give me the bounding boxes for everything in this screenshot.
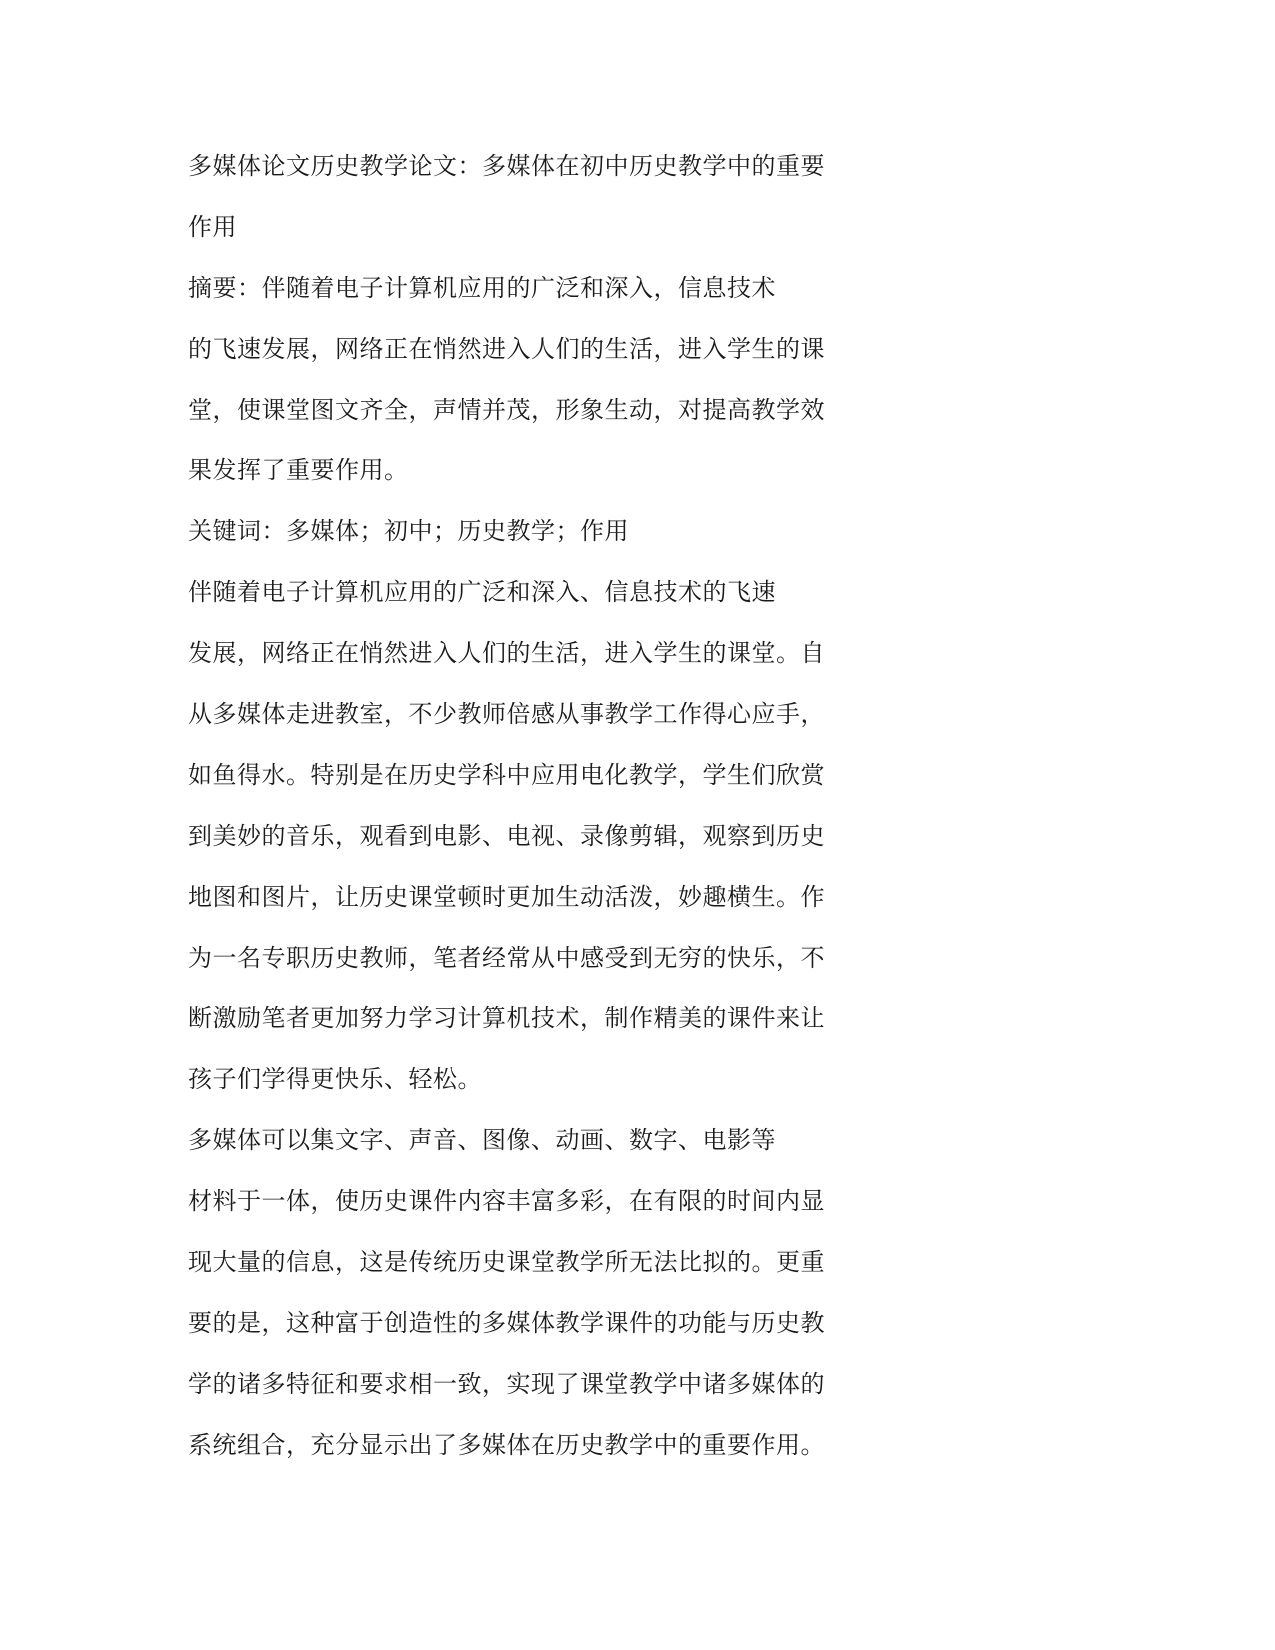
- paragraph-1-line-4: 如鱼得水。特别是在历史学科中应用电化教学，学生们欣赏: [188, 760, 825, 789]
- paragraph-1-line-3: 从多媒体走进教室，不少教师倍感从事教学工作得心应手，: [188, 700, 825, 729]
- paragraph-2-line-4: 要的是，这种富于创造性的多媒体教学课件的功能与历史教: [188, 1308, 825, 1337]
- abstract-line-4: 果发挥了重要作用。: [188, 456, 409, 485]
- paragraph-1-line-9: 孩子们学得更快乐、轻松。: [188, 1065, 482, 1094]
- paragraph-1-line-2: 发展，网络正在悄然进入人们的生活，进入学生的课堂。自: [188, 639, 825, 668]
- paragraph-2-line-6: 系统组合，充分显示出了多媒体在历史教学中的重要作用。: [188, 1430, 825, 1459]
- abstract-line-3: 堂，使课堂图文齐全，声情并茂，形象生动，对提高教学效: [188, 395, 825, 424]
- paragraph-1-line-8: 断激励笔者更加努力学习计算机技术，制作精美的课件来让: [188, 1004, 825, 1033]
- paragraph-1-line-6: 地图和图片，让历史课堂顿时更加生动活泼，妙趣横生。作: [188, 882, 825, 911]
- title-line-2: 作用: [188, 212, 237, 241]
- title-line-1: 多媒体论文历史教学论文：多媒体在初中历史教学中的重要: [188, 152, 825, 180]
- paragraph-1-line-5: 到美妙的音乐，观看到电影、电视、录像剪辑，观察到历史: [188, 821, 825, 850]
- paragraph-2-line-5: 学的诸多特征和要求相一致，实现了课堂教学中诸多媒体的: [188, 1369, 825, 1398]
- abstract-line-1: 摘要：伴随着电子计算机应用的广泛和深入，信息技术: [188, 273, 776, 302]
- paragraph-2-line-3: 现大量的信息，这是传统历史课堂教学所无法比拟的。更重: [188, 1248, 825, 1277]
- keywords-line: 关键词：多媒体；初中；历史教学；作用: [188, 517, 629, 546]
- paragraph-1-line-1: 伴随着电子计算机应用的广泛和深入、信息技术的飞速: [188, 578, 776, 607]
- document-body: [188, 136, 848, 1476]
- paragraph-2-line-1: 多媒体可以集文字、声音、图像、动画、数字、电影等: [188, 1126, 776, 1155]
- paragraph-1-line-7: 为一名专职历史教师，笔者经常从中感受到无穷的快乐，不: [188, 943, 825, 972]
- paragraph-2-line-2: 材料于一体，使历史课件内容丰富多彩，在有限的时间内显: [188, 1187, 825, 1216]
- abstract-line-2: 的飞速发展，网络正在悄然进入人们的生活，进入学生的课: [188, 334, 825, 363]
